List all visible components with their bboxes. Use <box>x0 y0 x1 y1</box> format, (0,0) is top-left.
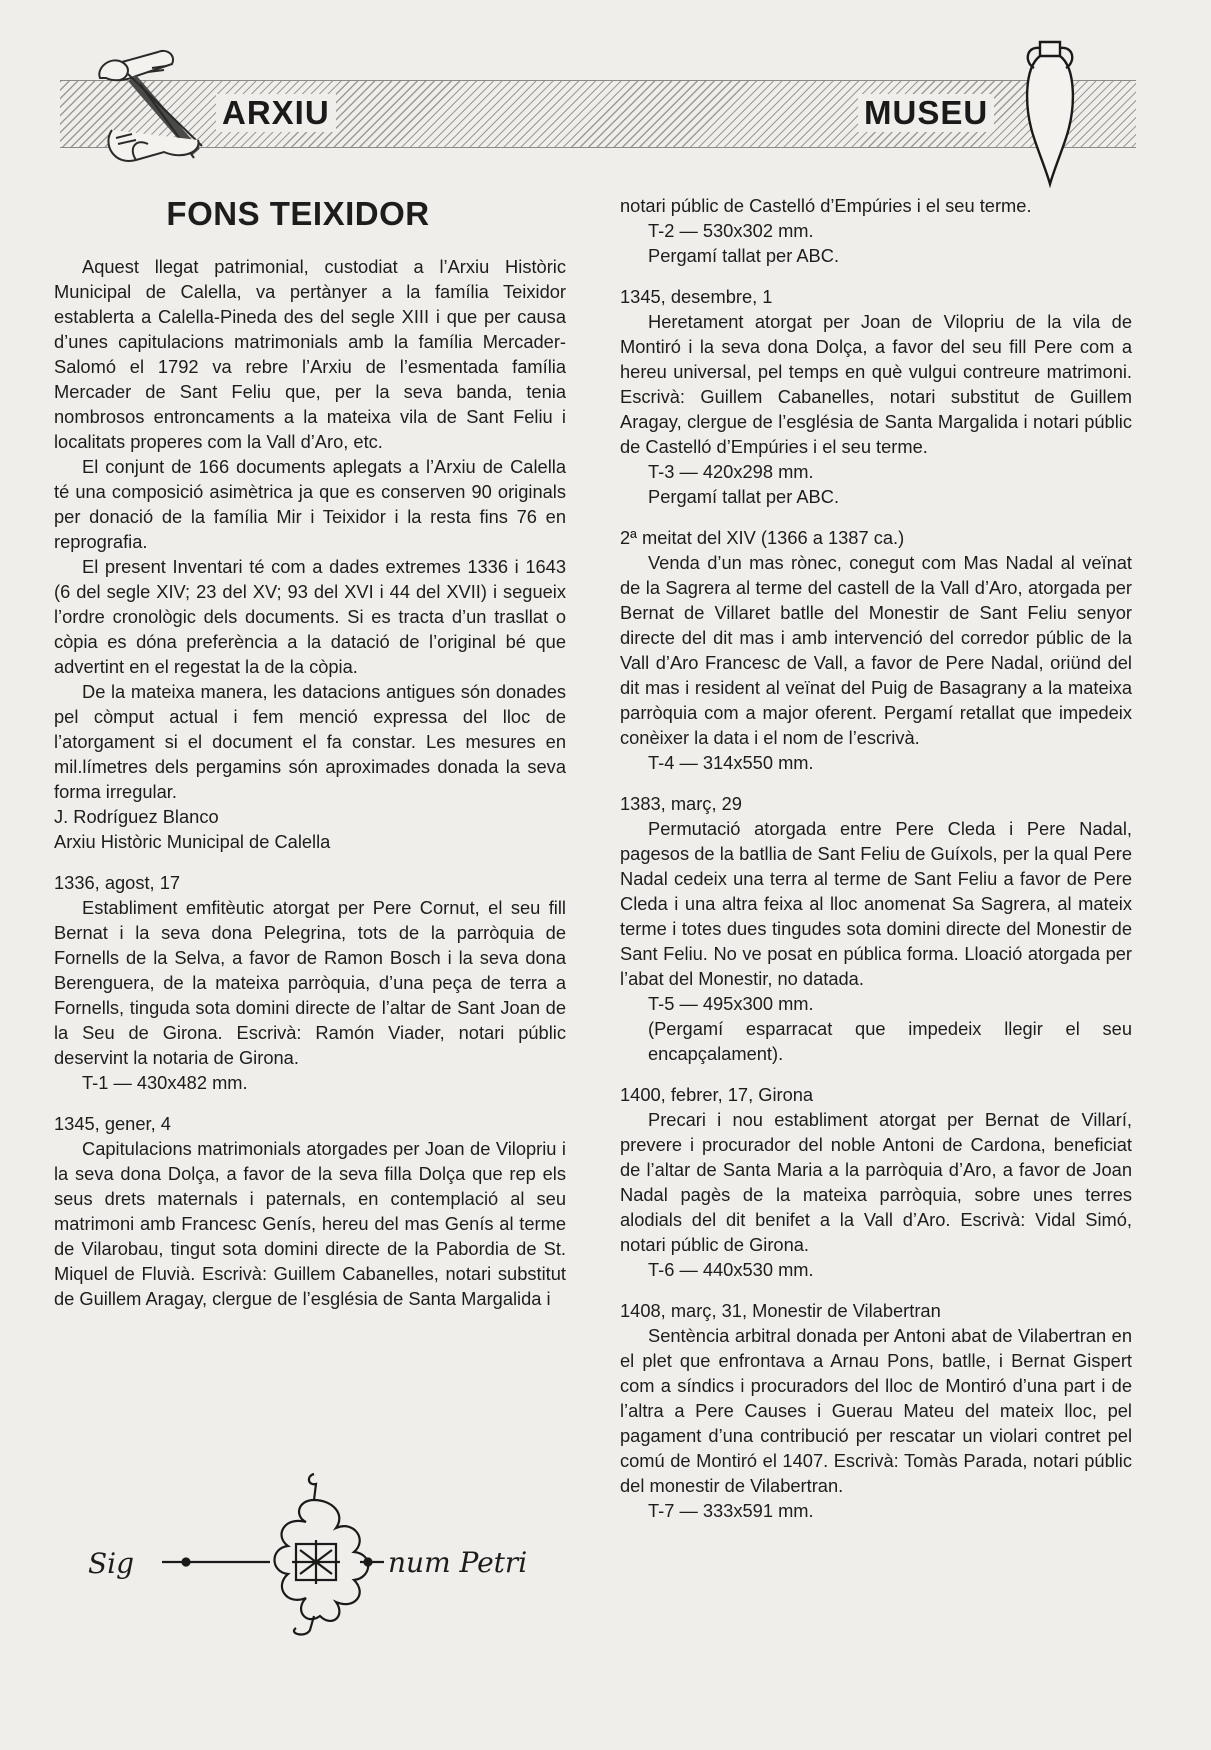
entry-text: Precari i nou establiment atorgat per Bernat de Villarí, prevere i procurador del noble Antoni de Cardona, beneficiat de l’altar de Santa Maria a la parròquia d’Aro, a favor de Joan Nadal pagès de la mateixa parròquia, sobre unes terres alodials del dit benifet a la Vall d’Aro. Escrivà: Vidal Simó, notari públic de Girona. <box>620 1109 1132 1255</box>
arxiu-label: ARXIU <box>216 94 336 132</box>
author-affiliation: Arxiu Històric Municipal de Calella <box>54 831 331 852</box>
entry-text: Venda d’un mas rònec, conegut com Mas Nadal al veïnat de la Sagrera al terme del castell de la Vall d’Aro, atorgada per Bernat de Villaret batlle del Monestir de Sant Feliu senyor directe del dit mas i amb intervenció del corredor públic de la Vall d’Aro Francesc de Vall, a favor de Pere Nadal, oriünd del dit mas i resident al veïnat del Puig de Basagrany a la mateixa parròquia com a major oferent. Pergamí retallat que impedeix conèixer la data i el nom de l’escrivà. <box>620 552 1132 748</box>
entry-date: 2ª meitat del XIV (1366 a 1387 ca.) <box>620 527 905 548</box>
signum-left-text: Sig <box>88 1547 135 1580</box>
entry-text: Capitulacions matrimonials atorgades per Joan de Vilopriu i la seva dona Dolça, a favor de la seva filla Dolça que rep els seus drets maternals i paternals, en contemplació al seu matrimoni amb Francesc Genís, hereu del mas Genís al terme de Vilarobau, tingut sota domini directe de la Pabordia de St. Miquel de Fluvià. Escrivà: Guillem Cabanelles, notari substitut de Guillem Aragay, clergue de l’església de Santa Margalida i <box>54 1138 566 1309</box>
entry-date: 1400, febrer, 17, Girona <box>620 1084 814 1105</box>
intro-paragraph: Aquest llegat patrimonial, custodiat a l’Arxiu Històric Municipal de Calella, va pertànyer a la família Teixidor establerta a Calella-Pineda des del segle XIII i que per causa d’unes capitulacions matrimonials amb la família Mercader-Salomó el 1792 va rebre l’Arxiu de l’esmentada família Mercader de Sant Feliu que, per la seva banda, tenia nombrosos entroncaments a la mateixa vila de Sant Feliu i localitats properes com la Vall d’Aro, etc. <box>54 256 566 452</box>
document-entry <box>620 1082 1132 1282</box>
museu-label: MUSEU <box>858 94 994 132</box>
entry-note: (Pergamí esparracat que impedeix llegir el seu encapçalament). <box>648 1018 1132 1064</box>
intro-paragraph: El conjunt de 166 documents aplegats a l’Arxiu de Calella té una composició asimètrica ja que es conserven 90 originals per donació de la família Mir i Teixidor i la resta fins 76 en reprografia. <box>54 456 566 552</box>
entry-date: 1408, març, 31, Monestir de Vilabertran <box>620 1300 941 1321</box>
entry-text: Heretament atorgat per Joan de Vilopriu de la vila de Montiró i la seva dona Dolça, a favor del seu fill Pere com a hereu universal, pel temps en què vulgui contreure matrimoni. Escrivà: Guillem Cabanelles, notari substitut de Guillem Aragay, clergue de l’església de Santa Margalida i notari públic de Castelló d’Empúries i el seu terme. <box>620 311 1132 457</box>
entry-reference: T-7 — 333x591 mm. <box>648 1500 814 1521</box>
entry-note: Pergamí tallat per ABC. <box>648 245 840 266</box>
entry-date: 1345, gener, 4 <box>54 1113 171 1134</box>
document-entry <box>620 284 1132 509</box>
author-name: J. Rodríguez Blanco <box>54 806 219 827</box>
signum-right-text: num Petri <box>388 1546 528 1579</box>
entry-reference: T-4 — 314x550 mm. <box>648 752 814 773</box>
entry-date: 1345, desembre, 1 <box>620 286 773 307</box>
scroll-icon <box>92 48 222 174</box>
document-entry <box>54 1111 566 1311</box>
amphora-icon <box>1018 38 1082 188</box>
entry-date: 1336, agost, 17 <box>54 872 181 893</box>
entry-text: Permutació atorgada entre Pere Cleda i Pere Nadal, pagesos de la batllia de Sant Feliu de Guíxols, per la qual Pere Nadal cedeix una terra al terme de Sant Feliu a favor de Pere Cleda i una altra feixa al lloc anomenat Sa Sagrera, al mateix terme i totes dues tingudes sota domini directe del Monestir de Sant Feliu. No ve posat en pública forma. Lloació atorgada per l’abat del Monestir, no datada. <box>620 818 1132 989</box>
document-entry <box>620 1298 1132 1523</box>
entry-text: Sentència arbitral donada per Antoni abat de Vilabertran en el plet que enfrontava a Arnau Pons, batlle, i Bernat Gispert com a síndics i procuradors del lloc de Montiró d’una part i de l’altra a Pere Causes i Guerau Mateu del mateix lloc, pel pagament d’una contribució per rescatar un violari contret pel comú de Montiró el 1407. Escrivà: Tomàs Parada, notari públic del monestir de Vilabertran. <box>620 1325 1132 1496</box>
article-title: FONS TEIXIDOR <box>166 195 430 232</box>
entry-date: 1383, març, 29 <box>620 793 742 814</box>
right-column <box>620 193 1132 1523</box>
intro-paragraph: De la mateixa manera, les datacions antigues són donades pel còmput actual i fem menció expressa del lloc de l’atorgament si el document el fa constar. Les mesures en mil.límetres dels pergamins són aproximades donada la seva forma irregular. <box>54 681 566 802</box>
entry-reference: T-2 — 530x302 mm. <box>648 220 814 241</box>
document-entry <box>54 870 566 1095</box>
intro-paragraph: El present Inventari té com a dades extremes 1336 i 1643 (6 del segle XIV; 23 del XV; 93 del XVI i 44 del XVII) i segueix l’ordre cronològic dels documents. Si es tracta d’un trasllat o còpia es dóna preferència a la datació de l’original bé que advertint en el regestat la de la còpia. <box>54 556 566 677</box>
entry-text: Establiment emfitèutic atorgat per Pere Cornut, el seu fill Bernat i la seva dona Pelegrina, tots de la parròquia de Fornells de la Selva, a favor de Ramon Bosch i la seva dona Berenguera, de la mateixa parròquia, d’una peça de terra a Fornells, tinguda sota domini directe de l’altar de Sant Joan de la Seu de Girona. Escrivà: Ramón Viader, notari públic deservint la notaria de Girona. <box>54 897 566 1068</box>
document-entry <box>620 791 1132 1066</box>
entry-reference: T-3 — 420x298 mm. <box>648 461 814 482</box>
left-column <box>54 192 566 1311</box>
entry-note: Pergamí tallat per ABC. <box>648 486 840 507</box>
entry-text-continuation: notari públic de Castelló d’Empúries i el seu terme. <box>620 195 1032 216</box>
document-entry <box>620 525 1132 775</box>
entry-reference: T-1 — 430x482 mm. <box>82 1072 248 1093</box>
entry-reference: T-6 — 440x530 mm. <box>648 1259 814 1280</box>
entry-reference: T-5 — 495x300 mm. <box>648 993 814 1014</box>
